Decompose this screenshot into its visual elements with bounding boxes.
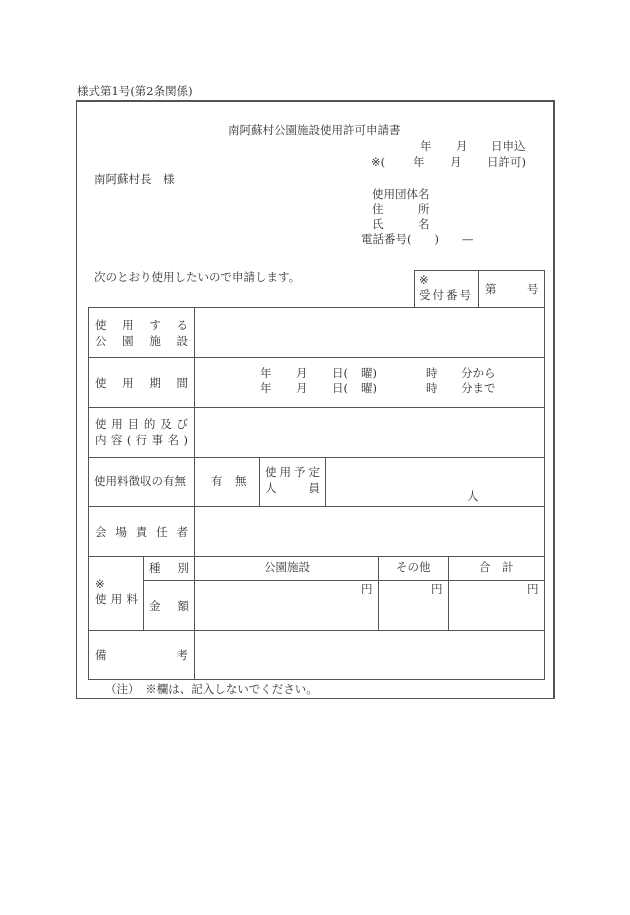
period-field[interactable]: [195, 358, 544, 407]
fee-label-divider: [143, 556, 144, 630]
fee-col-park: 公園施設: [264, 560, 310, 574]
receipt-left-border: [414, 270, 415, 307]
fee-unit-other: 円: [431, 582, 443, 596]
planned-persons-field[interactable]: [326, 458, 544, 506]
period-to-year: 年: [260, 381, 272, 395]
facility-field[interactable]: [195, 308, 544, 357]
address-label-l: 住: [372, 202, 384, 216]
name-label-r: 名: [418, 217, 430, 231]
period-from-year: 年: [260, 366, 272, 380]
table-left-border: [88, 307, 89, 680]
facility-label-line2: 公 園 施 設: [95, 334, 188, 348]
fee-park-amount-field[interactable]: [195, 581, 378, 630]
fee-unit-total: 円: [527, 582, 539, 596]
fee-collection-label: 使用料徴収の有無: [94, 474, 186, 488]
fee-label: 使 用 料: [95, 592, 138, 606]
fee-no-option[interactable]: 無: [235, 474, 247, 488]
receipt-go: 号: [527, 282, 539, 296]
receipt-mark: ※: [419, 273, 429, 287]
apply-year: 年: [420, 139, 432, 153]
purpose-label-line1: 使 用 目 的 及 び: [95, 417, 188, 431]
table-right-border: [544, 270, 545, 680]
planned-persons-label-line1: 使 用 予 定: [265, 465, 320, 479]
period-to-weekday: 曜): [361, 381, 377, 395]
period-label: 使 用 期 間: [95, 376, 188, 390]
note-text: （注） ※欄は、記入しないでください。: [105, 682, 318, 696]
period-from-hour: 時: [426, 366, 438, 380]
permit-month: 月: [450, 155, 462, 169]
name-label-l: 氏: [372, 217, 384, 231]
form-number: 様式第1号(第2条関係): [77, 84, 193, 98]
period-from-minute: 分から: [461, 366, 496, 380]
facility-label-line1: 使 用 す る: [95, 318, 188, 332]
fee-type-label: 種 別: [149, 561, 189, 575]
row-divider-5: [88, 556, 545, 557]
group-name-label: 使用団体名: [372, 187, 430, 201]
receipt-number-field[interactable]: [479, 271, 544, 307]
apply-month: 月: [456, 139, 468, 153]
remarks-label: 備 考: [95, 648, 188, 662]
period-from-weekday: 曜): [361, 366, 377, 380]
intro-text: 次のとおり使用したいので申請します。: [94, 270, 301, 284]
fee-col-total: 合 計: [479, 560, 514, 574]
address-label-r: 所: [418, 202, 430, 216]
manager-label: 会 場 責 任 者: [95, 525, 188, 539]
period-to-month: 月: [296, 381, 308, 395]
period-from-month: 月: [296, 366, 308, 380]
planned-persons-label-line2: 人 員: [265, 481, 320, 495]
permit-year: 年: [413, 155, 425, 169]
fee-unit-park: 円: [361, 582, 373, 596]
receipt-label: 受付番号: [419, 288, 473, 302]
manager-field[interactable]: [195, 507, 544, 556]
table-bottom-border: [88, 679, 545, 680]
period-from-day: 日(: [332, 366, 348, 380]
permit-prefix: ※(: [371, 155, 386, 169]
purpose-field[interactable]: [195, 408, 544, 457]
period-to-minute: 分まで: [461, 381, 496, 395]
fee-other-amount-field[interactable]: [379, 581, 448, 630]
period-to-hour: 時: [426, 381, 438, 395]
remarks-field[interactable]: [195, 631, 544, 679]
fee-yes-option[interactable]: 有: [211, 474, 223, 488]
apply-day: 日申込: [491, 139, 526, 153]
fee-mark: ※: [95, 577, 105, 591]
fee-total-amount-field[interactable]: [449, 581, 544, 630]
purpose-label-line2: 内 容 ( 行 事 名 ): [95, 433, 188, 447]
persons-unit: 人: [467, 489, 479, 503]
fee-yesno-divider: [259, 457, 260, 506]
addressee: 南阿蘇村長 様: [94, 172, 175, 186]
period-to-day: 日(: [332, 381, 348, 395]
form-title: 南阿蘇村公園施設使用許可申請書: [228, 123, 401, 137]
fee-amount-label: 金 額: [149, 599, 189, 613]
receipt-dai: 第: [485, 282, 497, 296]
phone-label: 電話番号( ) —: [361, 232, 474, 246]
fee-col-other: その他: [396, 560, 431, 574]
permit-day: 日許可): [487, 155, 526, 169]
